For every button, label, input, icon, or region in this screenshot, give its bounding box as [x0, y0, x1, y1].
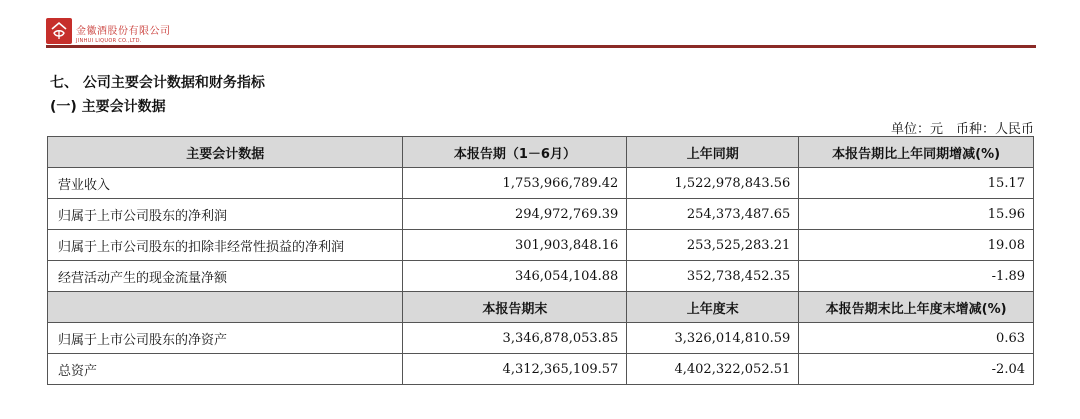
- column-header: 上年同期: [627, 137, 799, 168]
- previous-value: 352,738,452.35: [627, 261, 799, 292]
- company-name-en: JINHUI LIQUOR CO.,LTD.: [76, 38, 142, 44]
- previous-value: 253,525,283.21: [627, 230, 799, 261]
- previous-value: 254,373,487.65: [627, 199, 799, 230]
- current-value: 294,972,769.39: [403, 199, 627, 230]
- column-header: 上年度末: [627, 292, 799, 323]
- table-row: [48, 168, 1034, 199]
- row-label: 归属于上市公司股东的净资产: [48, 323, 403, 354]
- sub-title: (一) 主要会计数据: [50, 99, 166, 115]
- change-percent: 0.63: [799, 323, 1034, 354]
- column-header: 主要会计数据: [48, 137, 403, 168]
- column-header: [48, 292, 403, 323]
- column-header: 本报告期末比上年度末增减(%): [799, 292, 1034, 323]
- header-divider: [46, 45, 1036, 48]
- change-percent: -1.89: [799, 261, 1034, 292]
- change-percent: 15.17: [799, 168, 1034, 199]
- current-value: 301,903,848.16: [403, 230, 627, 261]
- change-percent: 15.96: [799, 199, 1034, 230]
- company-name-cn: 金徽酒股份有限公司: [76, 26, 171, 37]
- current-value: 346,054,104.88: [403, 261, 627, 292]
- table-row: [48, 323, 1034, 354]
- row-label: 总资产: [48, 354, 403, 385]
- table-row: [48, 199, 1034, 230]
- section-title: 七、 公司主要会计数据和财务指标: [50, 75, 265, 91]
- previous-value: 4,402,322,052.51: [627, 354, 799, 385]
- current-value: 3,346,878,053.85: [403, 323, 627, 354]
- previous-value: 1,522,978,843.56: [627, 168, 799, 199]
- row-label: 归属于上市公司股东的扣除非经常性损益的净利润: [48, 230, 403, 261]
- current-value: 1,753,966,789.42: [403, 168, 627, 199]
- row-label: 经营活动产生的现金流量净额: [48, 261, 403, 292]
- current-value: 4,312,365,109.57: [403, 354, 627, 385]
- unit-currency-note: 单位：元 币种：人民币: [890, 122, 1034, 137]
- previous-value: 3,326,014,810.59: [627, 323, 799, 354]
- page-header: [0, 0, 1080, 48]
- table-header-row: [48, 137, 1034, 168]
- key-accounting-data-table: [47, 136, 1034, 385]
- column-header: 本报告期末: [403, 292, 627, 323]
- row-label: 营业收入: [48, 168, 403, 199]
- company-logo: [46, 18, 171, 44]
- table-header-row: [48, 292, 1034, 323]
- change-percent: 19.08: [799, 230, 1034, 261]
- column-header: 本报告期（1－6月）: [403, 137, 627, 168]
- column-header: 本报告期比上年同期增减(%): [799, 137, 1034, 168]
- table-row: [48, 261, 1034, 292]
- table-row: [48, 230, 1034, 261]
- logo-mark-icon: [46, 18, 72, 44]
- change-percent: -2.04: [799, 354, 1034, 385]
- table-row: [48, 354, 1034, 385]
- row-label: 归属于上市公司股东的净利润: [48, 199, 403, 230]
